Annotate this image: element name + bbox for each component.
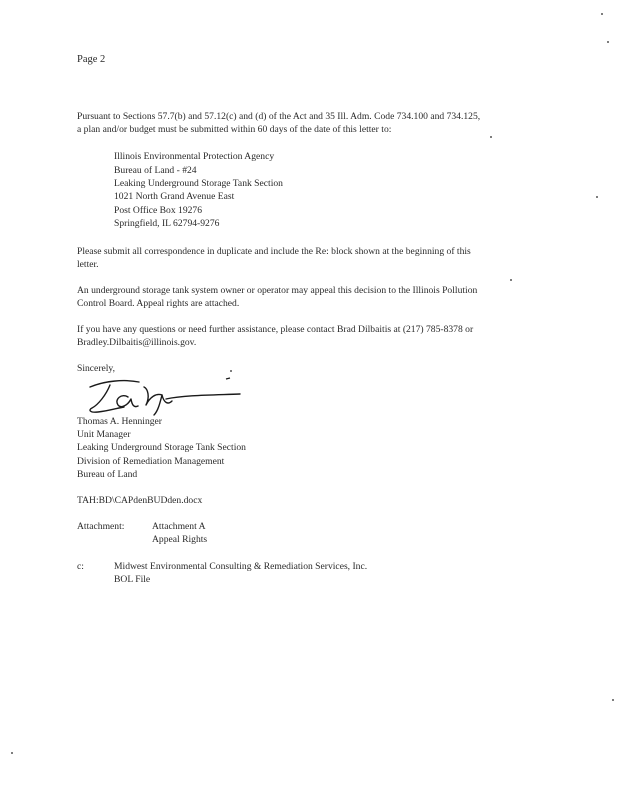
- cc-recipient: BOL File: [114, 574, 151, 585]
- scan-speck: [230, 370, 232, 372]
- paragraph-appeal-line-1: An underground storage tank system owner or operator may appeal this decision to the Illinois Pollution: [77, 285, 478, 296]
- handwritten-signature: [84, 375, 244, 417]
- paragraph-contact-line-1: If you have any questions or need further assistance, please contact Brad Dilbaitis at (217) 785-8378 or: [77, 324, 474, 335]
- cc-recipient: Midwest Environmental Consulting & Remediation Services, Inc.: [114, 561, 368, 572]
- attachment-label: Attachment:: [77, 521, 125, 532]
- scan-speck: [601, 13, 603, 15]
- paragraph-correspondence-line-1: Please submit all correspondence in duplicate and include the Re: block shown at the beginning of this: [77, 246, 471, 257]
- attachment-item: Attachment A: [152, 521, 206, 532]
- scan-speck: [11, 752, 13, 754]
- address-line: Post Office Box 19276: [114, 205, 203, 216]
- scan-speck: [607, 41, 609, 43]
- address-line: Springfield, IL 62794-9276: [114, 218, 220, 229]
- paragraph-appeal-line-2: Control Board. Appeal rights are attached.: [77, 298, 240, 309]
- paragraph-submission-line-1: Pursuant to Sections 57.7(b) and 57.12(c) and (d) of the Act and 35 Ill. Adm. Code 734.100 and 734.125,: [77, 111, 481, 122]
- address-line: Bureau of Land - #24: [114, 165, 197, 176]
- address-line: Leaking Underground Storage Tank Section: [114, 178, 283, 189]
- signer-name: Thomas A. Henninger: [77, 416, 162, 427]
- scan-speck: [596, 196, 598, 198]
- closing: Sincerely,: [77, 363, 116, 374]
- scan-speck: [490, 136, 492, 138]
- page-number: Page 2: [77, 54, 106, 65]
- signer-title: Unit Manager: [77, 429, 131, 440]
- attachment-item: Appeal Rights: [152, 534, 208, 545]
- address-line: Illinois Environmental Protection Agency: [114, 151, 275, 162]
- signer-division: Division of Remediation Management: [77, 456, 225, 467]
- scan-speck: [612, 699, 614, 701]
- file-reference: TAH:BD\CAPdenBUDden.docx: [77, 495, 203, 506]
- signer-section: Leaking Underground Storage Tank Section: [77, 442, 246, 453]
- scan-speck: [510, 279, 512, 281]
- address-line: 1021 North Grand Avenue East: [114, 191, 235, 202]
- paragraph-contact-line-2: Bradley.Dilbaitis@illinois.gov.: [77, 337, 197, 348]
- cc-label: c:: [77, 561, 84, 572]
- signer-bureau: Bureau of Land: [77, 469, 138, 480]
- paragraph-submission-line-2: a plan and/or budget must be submitted within 60 days of the date of this letter to:: [77, 124, 392, 135]
- paragraph-correspondence-line-2: letter.: [77, 259, 99, 270]
